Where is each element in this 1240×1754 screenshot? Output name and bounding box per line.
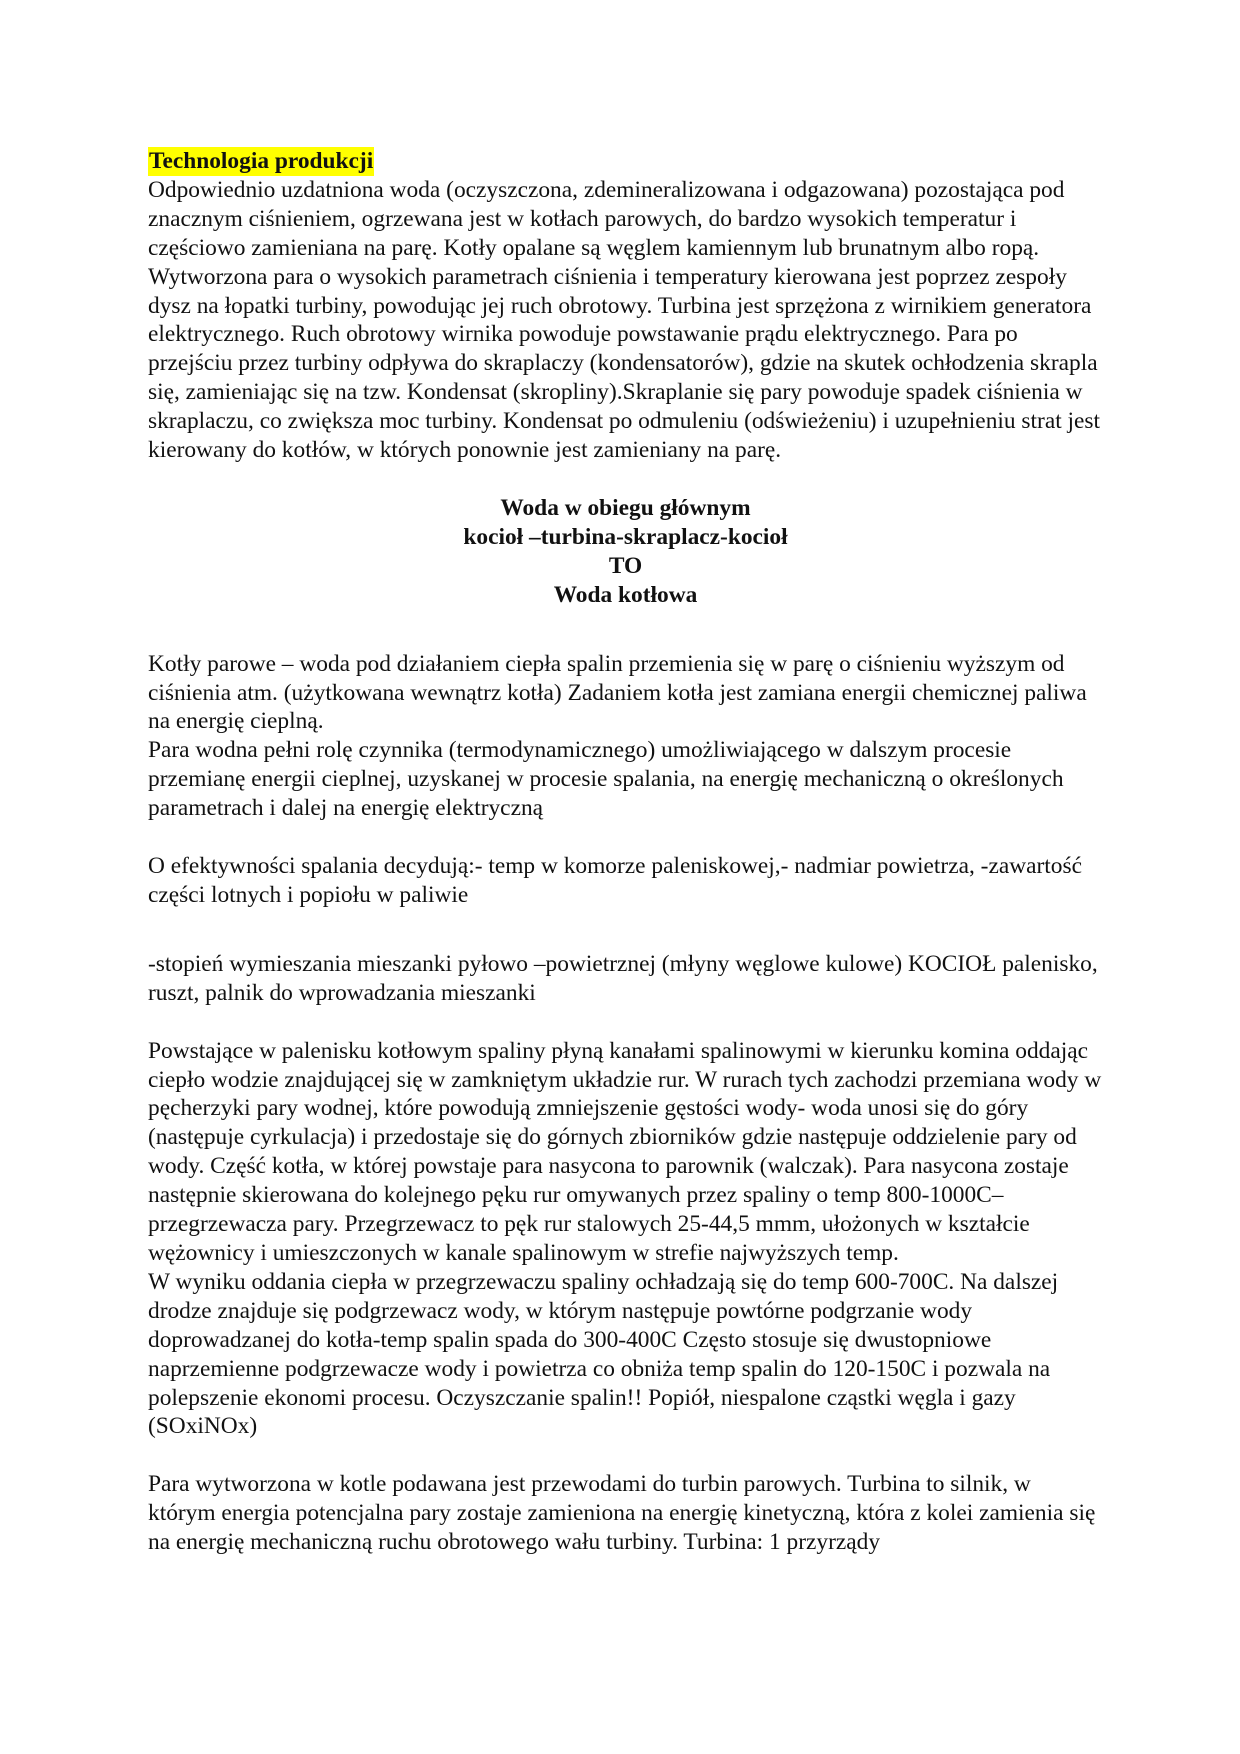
intro-paragraph: Odpowiednio uzdatniona woda (oczyszczona, zdemineralizowana i odgazowana) pozostająca pod znacznym ciśnieniem, ogrzewana jest w kotłach parowych, do bardzo wysokich temperatur i częściowo zamieniana na parę. Kotły opalane są węglem kamiennym lub brunatnym albo ropą. Wytworzona para o wysokich parametrach ciśnienia i temperatury kierowana jest poprzez zespoły dysz na łopatki turbiny, powodując jej ruch obrotowy. Turbina jest sprzężona z wirnikiem generatora elektrycznego. Ruch obrotowy wirnika powoduje powstawanie prądu elektrycznego. Para po przejściu przez turbiny odpływa do skraplaczy (kondensatorów), gdzie na skutek ochłodzenia skrapla się, zamieniając się na tzw. Kondensat (skropliny).Skraplanie się pary powoduje spadek ciśnienia w skraplaczu, co zwiększa moc turbiny. Kondensat po odmuleniu (odświeżeniu) i uzupełnieniu strat jest kierowany do kotłów, w których ponownie jest zamieniany na parę. — [148, 176, 1101, 464]
mixing-paragraph: -stopień wymieszania mieszanki pyłowo –powietrznej (młyny węglowe kulowe) KOCIOŁ palenisko, ruszt, palnik do wprowadzania mieszanki — [148, 950, 1098, 1006]
center-line-2: kocioł –turbina-skraplacz-kocioł — [463, 523, 788, 550]
centered-title-block — [148, 494, 1103, 610]
turbine-paragraph: Para wytworzona w kotle podawana jest przewodami do turbin parowych. Turbina to silnik, w którym energia potencjalna pary zostaje zamieniona na energię kinetyczną, która z kolei zamienia się na energię mechaniczną ruchu obrotowego wału turbiny. Turbina: 1 przyrządy — [148, 1471, 1096, 1556]
superheater-paragraph: W wyniku oddania ciepła w przegrzewaczu spaliny ochładzają się do temp 600-700C. Na dalszej drodze znajduje się podgrzewacz wody, w którym następuje powtórne podgrzanie wody doprowadzanej do kotła-temp spalin spada do 300-400C Często stosuje się dwustopniowe naprzemienne podgrzewacze wody i powietrza co obniża temp spalin do 120-150C i pozwala na polepszenie ekonomi procesu. Oczyszczanie spalin!! Popiół, niespalone cząstki węgla i gazy (SOxiNOx) — [148, 1268, 1059, 1440]
section-heading: Technologia produkcji — [149, 148, 374, 174]
document-body — [148, 147, 1103, 1557]
center-line-1: Woda w obiegu głównym — [500, 494, 751, 521]
efficiency-paragraph: O efektywności spalania decydują:- temp w komorze paleniskowej,- nadmiar powietrza, -zawartość części lotnych i popiołu w paliwie — [148, 853, 1082, 908]
steam-paragraph: Para wodna pełni rolę czynnika (termodynamicznego) umożliwiającego w dalszym procesie przemianę energii cieplnej, uzyskanej w procesie spalania, na energię mechaniczną o określonych parametrach i dalej na energię elektryczną — [148, 737, 1064, 822]
center-line-4: Woda kotłowa — [553, 581, 698, 608]
flue-gas-paragraph: Powstające w palenisku kotłowym spaliny płyną kanałami spalinowymi w kierunku komina oddając ciepło wodzie znajdującej się w zamkniętym układzie rur. W rurach tych zachodzi przemiana wody w pęcherzyki pary wodnej, które powodują zmniejszenie gęstości wody- woda unosi się do góry (następuje cyrkulacja) i przedostaje się do górnych zbiorników gdzie następuje oddzielenie pary od wody. Część kotła, w której powstaje para nasycona to parownik (walczak). Para nasycona zostaje następnie skierowana do kolejnego pęku rur omywanych przez spaliny o temp 800-1000C–przegrzewacza pary. Przegrzewacz to pęk rur stalowych 25-44,5 mmm, ułożonych w kształcie wężownicy i umieszczonych w kanale spalinowym w strefie najwyższych temp. — [148, 1037, 1102, 1266]
center-line-3: TO — [608, 552, 643, 579]
boilers-paragraph: Kotły parowe – woda pod działaniem ciepła spalin przemienia się w parę o ciśnieniu wyższym od ciśnienia atm. (użytkowana wewnątrz kotła) Zadaniem kotła jest zamiana energii chemicznej paliwa na energię cieplną. — [148, 650, 1087, 735]
